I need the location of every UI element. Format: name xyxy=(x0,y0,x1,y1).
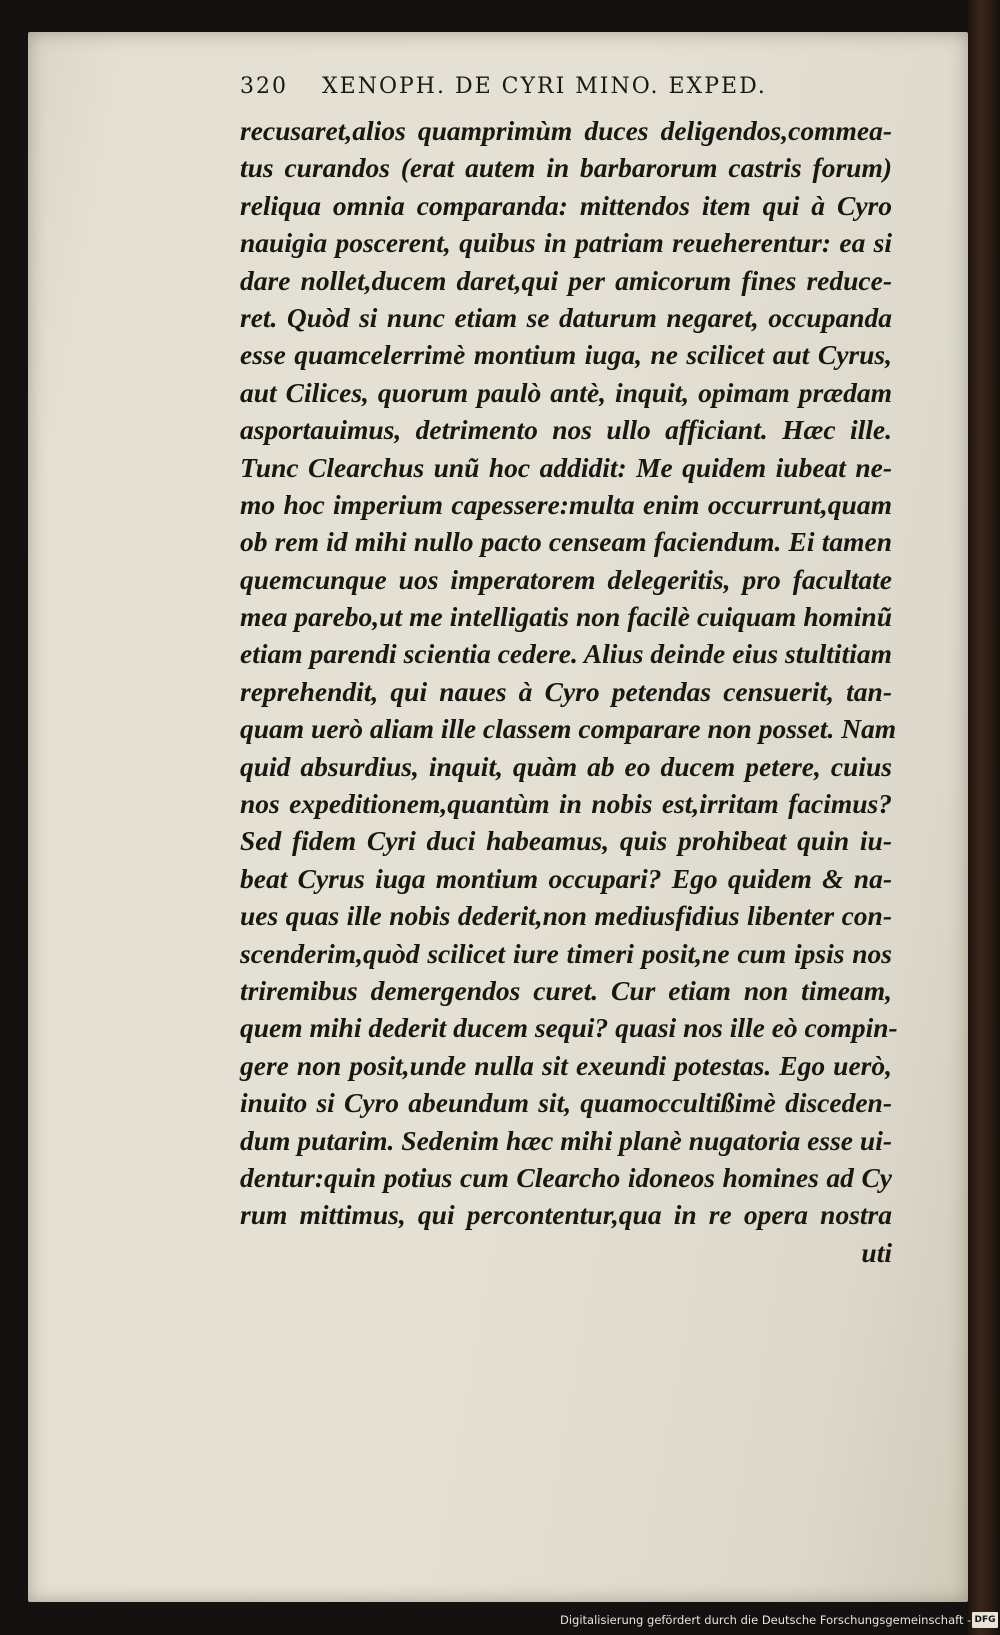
text-line: asportauimus, detrimento nos ullo afficiant. Hæc ille. xyxy=(240,414,892,446)
text-line: mea parebo,ut me intelligatis non facilè cuiquam hominũ xyxy=(240,601,892,633)
text-line: nauigia poscerent, quibus in patriam reueherentur: ea si xyxy=(240,227,892,259)
text-line: nos expeditionem,quantùm in nobis est,irritam facimus? xyxy=(240,788,892,820)
running-head xyxy=(240,74,880,108)
text-line: tus curandos (erat autem in barbarorum castris forum) xyxy=(240,152,892,184)
book-edge xyxy=(968,0,1000,1635)
text-line: recusaret,alios quamprimùm duces deligendos,commea- xyxy=(240,115,892,146)
text-line: mo hoc imperium capessere:multa enim occurrunt,quam xyxy=(240,488,892,520)
text-line: beat Cyrus iuga montium occupari? Ego quidem & na- xyxy=(240,862,892,894)
catchword: uti xyxy=(861,1236,892,1268)
text-line: ob rem id mihi nullo pacto censeam faciendum. Ei tamen xyxy=(240,526,892,558)
text-line: triremibus demergendos curet. Cur etiam non timeam, xyxy=(240,974,892,1006)
page-number: 320 xyxy=(240,74,288,99)
dfg-logo: DFG xyxy=(972,1612,998,1628)
text-line: inuito si Cyro abeundum sit, quamoccultißimè disceden- xyxy=(240,1087,892,1119)
text-line: quam uerò aliam ille classem comparare non posset. Nam xyxy=(240,713,897,745)
text-line: quem mihi dederit ducem sequi? quasi nos ille eò compin- xyxy=(240,1012,898,1044)
text-line: gere non posit,unde nulla sit exeundi potestas. Ego uerò, xyxy=(240,1049,892,1081)
text-line: reliqua omnia comparanda: mittendos item qui à Cyro xyxy=(240,189,892,221)
text-line: etiam parendi scientia cedere. Alius deinde eius stultitiam xyxy=(240,638,892,670)
body-text xyxy=(240,112,898,1271)
text-line: Tunc Clearchus unũ hoc addidit: Me quidem iubeat ne- xyxy=(240,451,892,483)
text-line: esse quamcelerrimè montium iuga, ne scilicet aut Cyrus, xyxy=(240,339,892,371)
text-line: Sed fidem Cyri duci habeamus, quis prohibeat quin iu- xyxy=(240,825,892,857)
text-line: dare nollet,ducem daret,qui per amicorum fines reduce- xyxy=(240,264,892,296)
text-line: rum mittimus, qui percontentur,qua in re opera nostra xyxy=(240,1199,892,1231)
text-line: aut Cilices, quorum paulò antè, inquit, opimam prædam xyxy=(240,376,892,408)
running-title: XENOPH. DE CYRI MINO. EXPED. xyxy=(322,74,767,99)
text-line: dum putarim. Sedenim hæc mihi planè nugatoria esse ui- xyxy=(240,1124,892,1156)
text-line: ret. Quòd si nunc etiam se daturum negaret, occupanda xyxy=(240,301,892,333)
text-line: ues quas ille nobis dederit,non mediusfidius libenter con- xyxy=(240,900,892,932)
digitization-credit: Digitalisierung gefördert durch die Deutsche Forschungsgemeinschaft - xyxy=(560,1613,972,1627)
text-line: reprehendit, qui naues à Cyro petendas censuerit, tan- xyxy=(240,675,892,707)
text-line: quid absurdius, inquit, quàm ab eo ducem petere, cuius xyxy=(240,750,892,782)
text-line: quemcunque uos imperatorem delegeritis, pro facultate xyxy=(240,563,892,595)
text-line: dentur:quin potius cum Clearcho idoneos homines ad Cy xyxy=(240,1161,892,1193)
text-line: scenderim,quòd scilicet iure timeri posit,ne cum ipsis nos xyxy=(240,937,892,969)
